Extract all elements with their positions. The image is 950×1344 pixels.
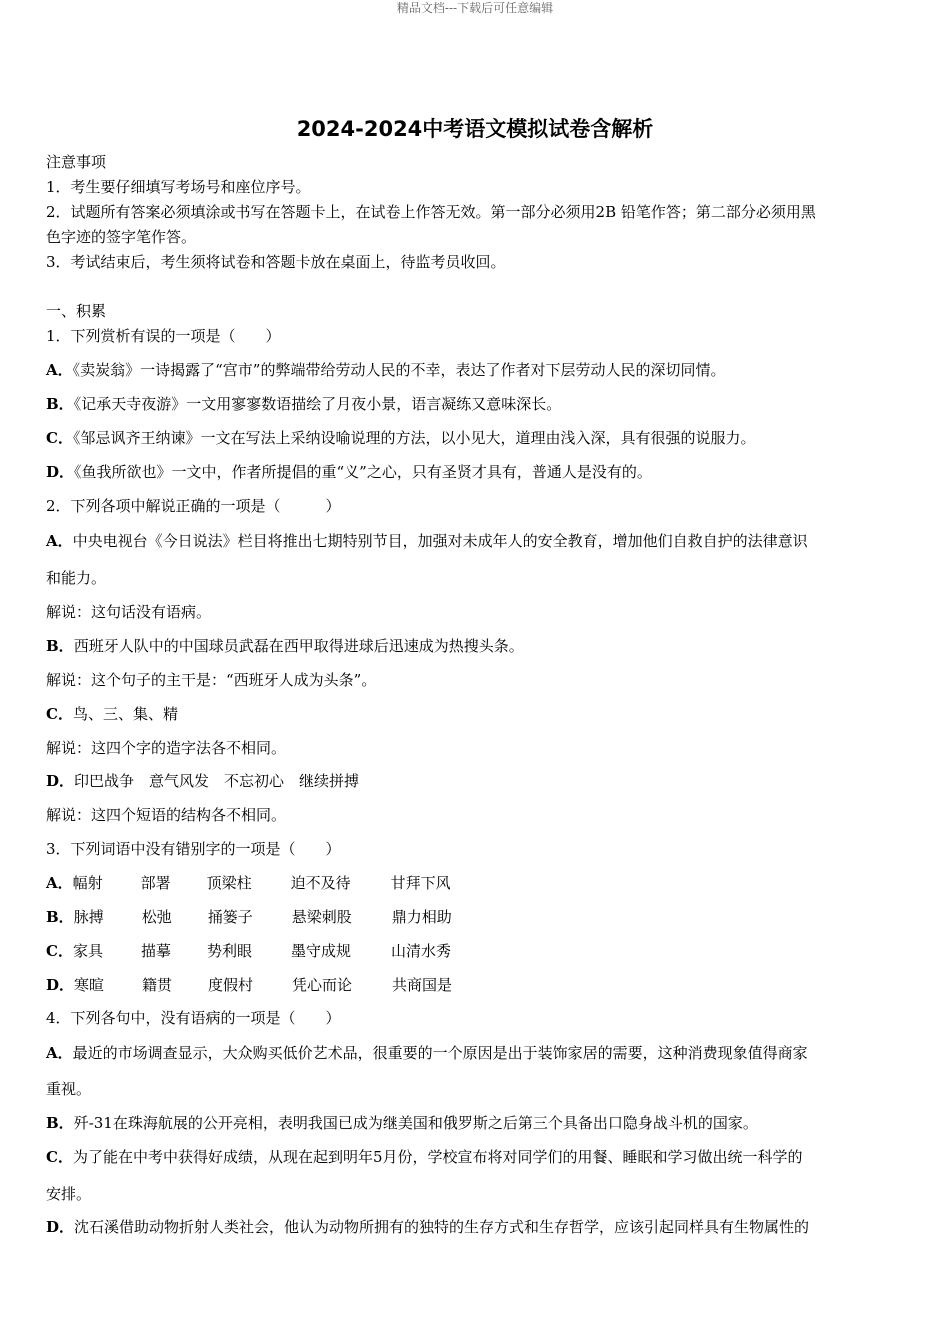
q1-option-d: [46, 462, 652, 482]
option-label: A．: [46, 874, 73, 892]
option-label: B．: [46, 1114, 74, 1132]
q1-option-b: [46, 394, 561, 414]
q3-option-c: [46, 941, 451, 961]
option-text: 最近的市场调查显示，大众购买低价艺术品，很重要的一个原因是出于装饰家居的需要，这种消费现象值得商家: [72, 1044, 808, 1062]
q2-option-b: [46, 636, 524, 656]
q1-stem: 1．下列赏析有误的一项是（ ）: [46, 327, 281, 345]
word: 顶梁柱: [206, 874, 252, 892]
q2-option-b-note: 解说：这个句子的主干是：“西班牙人成为头条”。: [46, 671, 377, 689]
word: 墨守成规: [290, 942, 351, 960]
word: 家具: [72, 942, 103, 960]
word: 脉搏: [73, 908, 104, 926]
option-text: 沈石溪借助动物折射人类社会，他认为动物所拥有的独特的生存方式和生存哲学，应该引起同样具有生物属性的: [74, 1218, 810, 1236]
option-text: 《记承天寺夜游》一文用寥寥数语描绘了月夜小景，语言凝练又意味深长。: [73, 395, 562, 413]
q3-option-a: [46, 873, 451, 893]
q4-stem: 4．下列各句中，没有语病的一项是（ ）: [46, 1009, 341, 1027]
word: 悬梁刺股: [291, 908, 352, 926]
section-heading: 一、积累: [46, 302, 107, 320]
option-label: A．: [46, 532, 73, 550]
q2-option-a-note: 解说：这句话没有语病。: [46, 603, 212, 621]
option-label: C．: [46, 942, 73, 960]
option-text: 西班牙人队中的中国球员武磊在西甲取得进球后迅速成为热搜头条。: [73, 637, 524, 655]
option-text: 《邹忌讽齐王纳谏》一文在写法上采纳设喻说理的方法，以小见大，道理由浅入深，具有很强的说服力。: [72, 429, 756, 447]
word: 凭心而论: [292, 976, 353, 994]
option-label: D．: [46, 772, 75, 790]
word: 籍贯: [142, 976, 173, 994]
q3-option-b: [46, 907, 452, 927]
option-label: A．: [46, 361, 73, 379]
word: 松弛: [141, 908, 172, 926]
word: 幅射: [72, 874, 103, 892]
notice-item-2-cont: 色字迹的签字笔作答。: [46, 228, 197, 246]
option-text: 鸟、三、集、精: [72, 705, 178, 723]
q4-option-c-cont: 安排。: [46, 1185, 92, 1203]
notice-item-1: 1．考生要仔细填写考场号和座位序号。: [46, 178, 311, 196]
q2-option-a-cont: 和能力。: [46, 569, 107, 587]
option-text: 歼-31在珠海航展的公开亮相，表明我国已成为继美国和俄罗斯之后第三个具备出口隐身战斗机的国家。: [73, 1114, 758, 1132]
word: 势利眼: [206, 942, 252, 960]
option-text: 为了能在中考中获得好成绩，从现在起到明年5月份，学校宣布将对同学们的用餐、睡眠和学习做出统一科学的: [72, 1148, 803, 1166]
notice-heading: 注意事项: [46, 153, 107, 171]
q2-option-c: [46, 704, 178, 724]
word: 描摹: [140, 942, 171, 960]
word: 甘拜下风: [390, 874, 451, 892]
option-text: 中央电视台《今日说法》栏目将推出七期特别节目，加强对未成年人的安全教育，增加他们自救自护的法律意识: [72, 532, 808, 550]
q3-option-d: [46, 975, 452, 995]
option-text: 《鱼我所欲也》一文中，作者所提倡的重“义”之心，只有圣贤才具有，普通人是没有的。: [74, 463, 652, 481]
word: 共商国是: [392, 976, 453, 994]
option-label: A．: [46, 1044, 73, 1062]
q2-option-c-note: 解说：这四个字的造字法各不相同。: [46, 739, 287, 757]
q4-option-a: [46, 1043, 808, 1063]
q2-option-d: [46, 771, 359, 791]
word: 部署: [140, 874, 171, 892]
notice-item-2: 2．试题所有答案必须填涂或书写在答题卡上，在试卷上作答无效。第一部分必须用2B 铅笔作答；第二部分必须用黑: [46, 203, 816, 221]
notice-item-3: 3．考试结束后，考生须将试卷和答题卡放在桌面上，待监考员收回。: [46, 253, 506, 271]
q1-option-a: [46, 360, 725, 380]
option-label: D．: [46, 1218, 75, 1236]
q2-stem: 2．下列各项中解说正确的一项是（ ）: [46, 497, 341, 515]
word: 捅篓子: [207, 908, 253, 926]
q4-option-a-cont: 重视。: [46, 1080, 92, 1098]
option-text: 《卖炭翁》一诗揭露了“宫市”的弊端带给劳动人民的不幸，表达了作者对下层劳动人民的深切同情。: [72, 361, 726, 379]
word: 度假村: [208, 976, 254, 994]
option-text: 印巴战争 意气风发 不忘初心 继续拼搏: [74, 772, 360, 790]
option-label: B．: [46, 395, 74, 413]
q4-option-c: [46, 1147, 803, 1167]
q3-stem: 3．下列词语中没有错别字的一项是（ ）: [46, 840, 341, 858]
option-label: D．: [46, 976, 75, 994]
q1-option-c: [46, 428, 755, 448]
page-watermark: 精品文档---下载后可任意编辑: [396, 1, 554, 15]
q2-option-d-note: 解说：这四个短语的结构各不相同。: [46, 806, 287, 824]
word: 鼎力相助: [391, 908, 452, 926]
option-label: C．: [46, 429, 73, 447]
q4-option-b: [46, 1113, 758, 1133]
option-label: B．: [46, 637, 74, 655]
option-label: D．: [46, 463, 75, 481]
page-title: 2024-2024中考语文模拟试卷含解析: [296, 117, 654, 141]
word: 寒暄: [74, 976, 105, 994]
word: 迫不及待: [290, 874, 351, 892]
q2-option-a: [46, 531, 808, 551]
option-label: C．: [46, 705, 73, 723]
word: 山清水秀: [390, 942, 451, 960]
q4-option-d: [46, 1217, 809, 1237]
option-label: C．: [46, 1148, 73, 1166]
option-label: B．: [46, 908, 74, 926]
